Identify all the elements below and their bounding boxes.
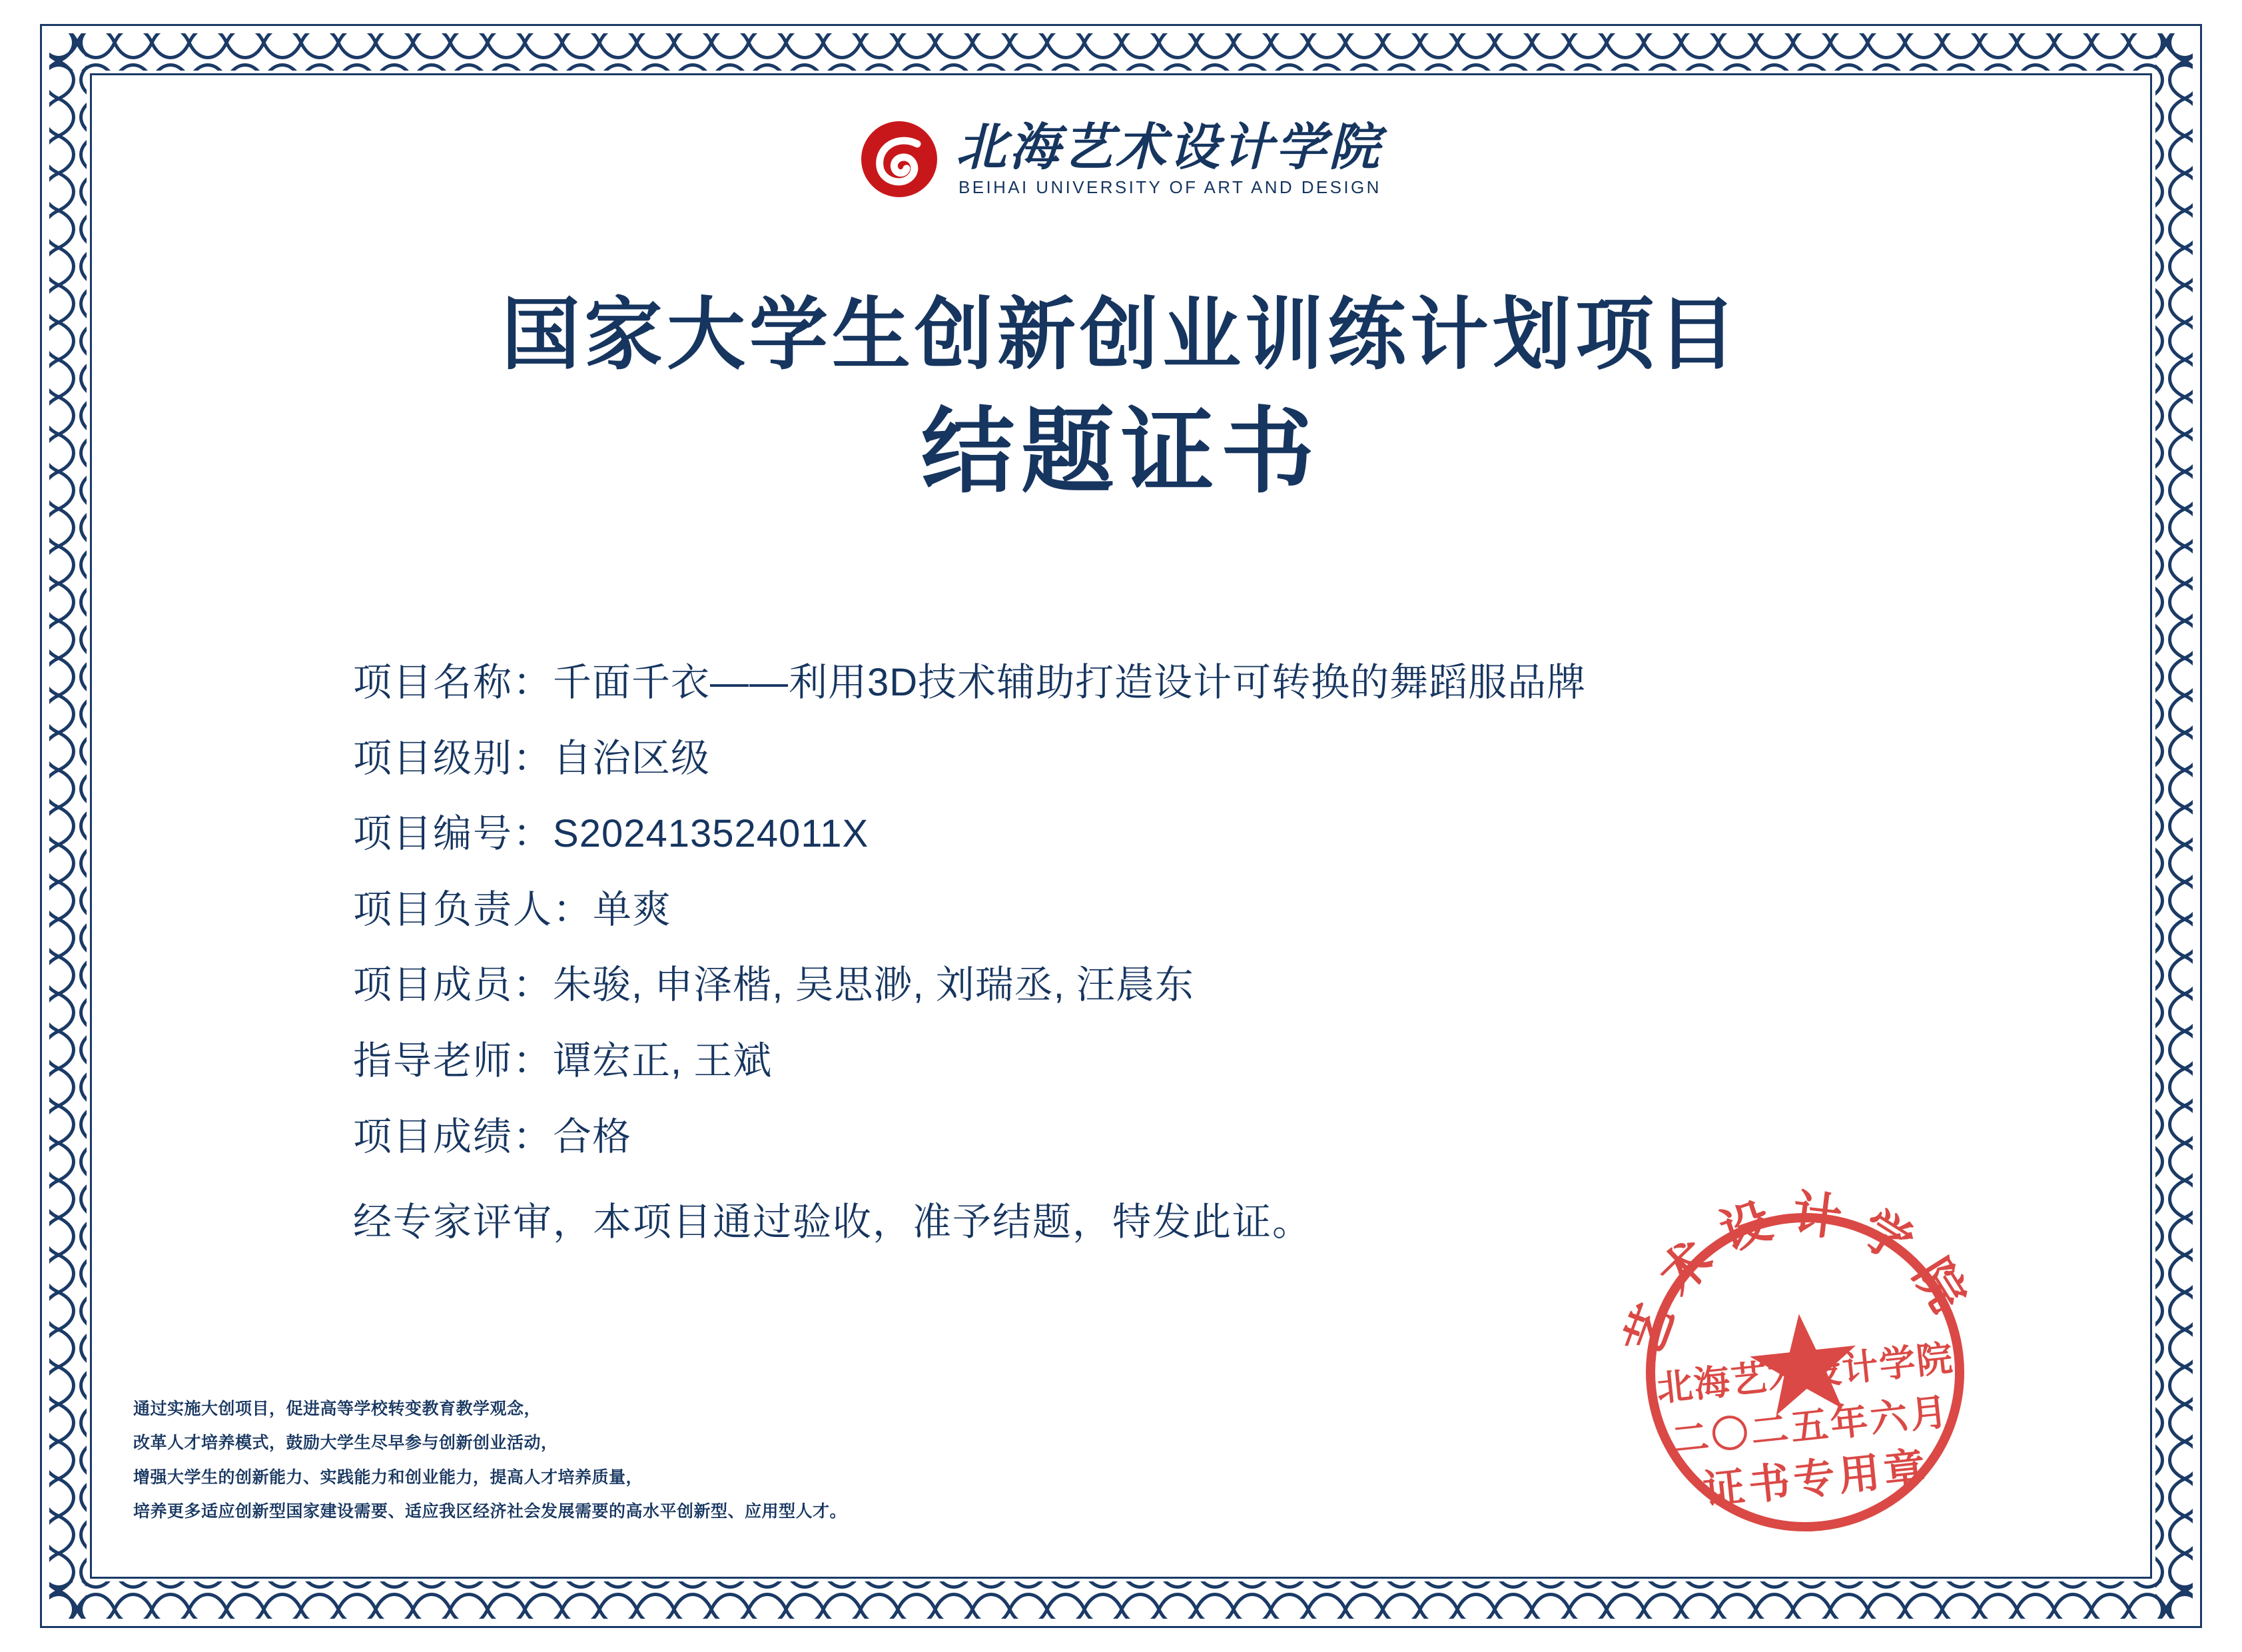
field-row: [353, 1038, 1952, 1084]
field-label-grade: 项目成绩：: [353, 1114, 554, 1158]
footnote-line-1: 通过实施大创项目，促进高等学校转变教育教学观念，: [133, 1400, 542, 1418]
field-label-project-number: 项目编号：: [353, 812, 554, 856]
svg-text:艺术设计学院: 艺术设计学院: [1616, 1186, 1984, 1364]
field-value-project-name: 千面千衣——利用3D技术辅助打造设计可转换的舞蹈服品牌: [553, 661, 1587, 704]
svg-text:北海艺术设计学院: 北海艺术设计学院: [1655, 1338, 1956, 1410]
field-value-advisors: 谭宏正, 王斌: [553, 1038, 773, 1082]
institution-logo-block: [0, 120, 2242, 202]
certificate-fields: [353, 659, 1952, 1246]
spiral-swirl-logo-icon: [860, 120, 938, 199]
footnote-line-4: 培养更多适应创新型国家建设需要、适应我区经济社会发展需要的高水平创新型、应用型人才。: [133, 1502, 847, 1521]
field-label-project-name: 项目名称：: [353, 661, 554, 704]
footnote-line-2: 改革人才培养模式，鼓励大学生尽早参与创新创业活动，: [133, 1434, 558, 1453]
field-value-project-level: 自治区级: [553, 736, 711, 780]
certificate-title: [0, 286, 2242, 511]
field-row: [353, 735, 1952, 782]
svg-text:证书专用章: 证书专用章: [1701, 1445, 1932, 1514]
approval-statement: 经专家评审，本项目通过验收，准予结题，特发此证。: [353, 1200, 1313, 1244]
institution-name-cn: 北海艺术设计学院: [956, 120, 1382, 176]
field-label-project-leader: 项目负责人：: [353, 887, 593, 931]
field-label-project-members: 项目成员：: [353, 963, 554, 1007]
field-value-project-members: 朱骏, 申泽楷, 吴思渺, 刘瑞丞, 汪晨东: [553, 963, 1194, 1007]
official-seal-stamp: [1579, 1152, 2031, 1593]
footnote-block: [133, 1392, 1399, 1529]
footnote-line-3: 增强大学生的创新能力、实践能力和创业能力，提高人才培养质量，: [133, 1468, 643, 1487]
field-value-grade: 合格: [553, 1114, 632, 1158]
field-row: [353, 887, 1952, 933]
field-label-advisors: 指导老师：: [353, 1038, 554, 1082]
title-line-1: 国家大学生创新创业训练计划项目: [501, 292, 1740, 379]
field-row: [353, 962, 1952, 1009]
field-row: [353, 659, 1952, 706]
field-row: [353, 1114, 1952, 1160]
field-label-project-level: 项目级别：: [353, 736, 554, 780]
field-row: [353, 811, 1952, 857]
svg-text:二〇二五年六月: 二〇二五年六月: [1669, 1391, 1952, 1462]
institution-name-en: BEIHAI UNIVERSITY OF ART AND DESIGN: [958, 177, 1381, 197]
title-line-2: 结题证书: [921, 400, 1321, 504]
field-value-project-leader: 单爽: [593, 887, 672, 931]
field-value-project-number: S202413524011X: [553, 812, 869, 856]
